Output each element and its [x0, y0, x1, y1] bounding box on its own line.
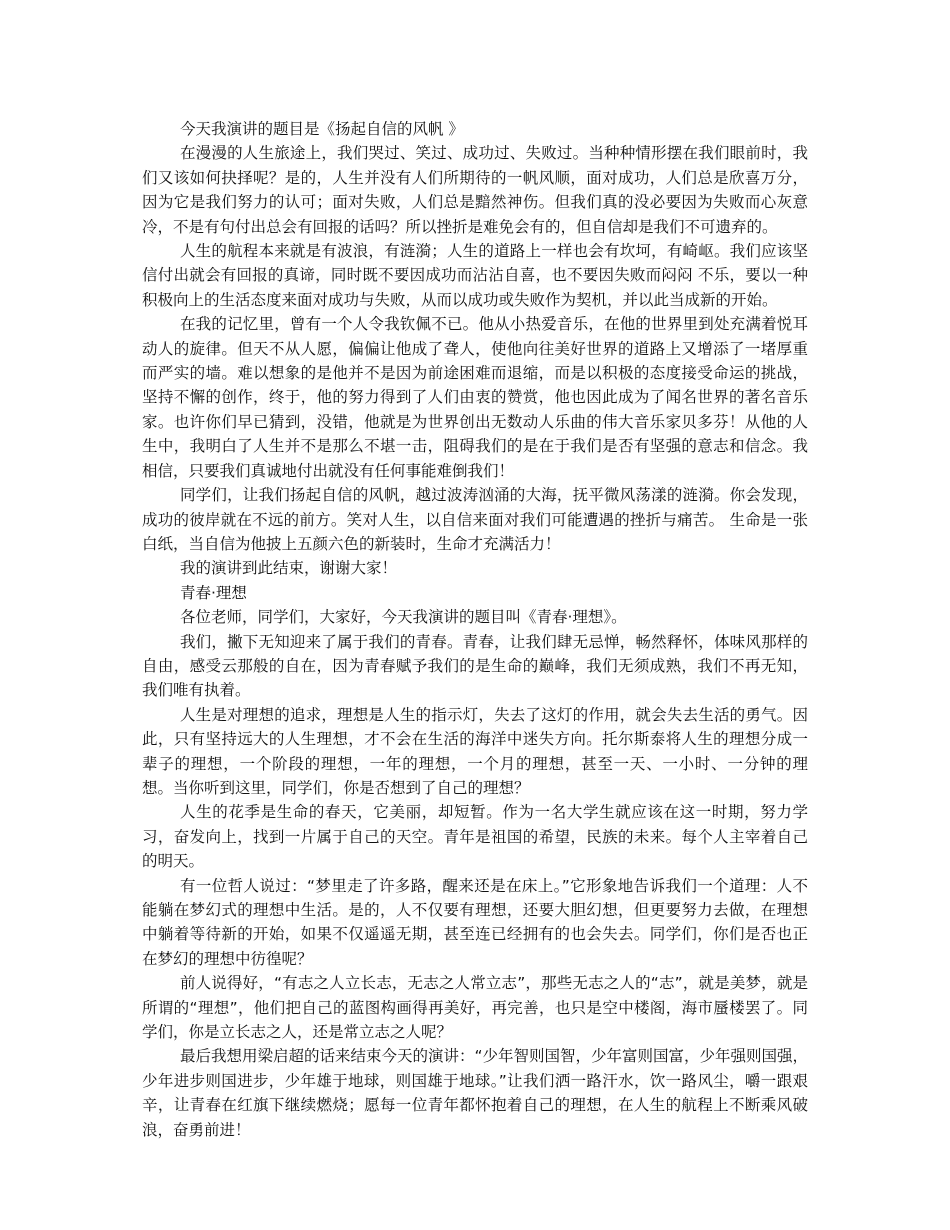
paragraph: 前人说得好，“有志之人立长志，无志之人常立志”，那些无志之人的“志”，就是美梦，就是所谓的“理想”，他们把自己的蓝图构画得再美好，再完善，也只是空中楼阁，海市蜃楼罢了。同学们，你是立长志之人，还是常立志之人呢？ [142, 974, 808, 1042]
document-body [142, 117, 808, 1142]
paragraph: 我们，撇下无知迎来了属于我们的青春。青春，让我们肆无忌惮，畅然释怀，体味风那样的自由，感受云那般的自在，因为青春赋予我们的是生命的巅峰，我们无须成熟，我们不再无知，我们唯有执着。 [142, 632, 808, 700]
paragraph: 在我的记忆里，曾有一个人令我钦佩不已。他从小热爱音乐，在他的世界里到处充满着悦耳动人的旋律。但天不从人愿，偏偏让他成了聋人，使他向往美好世界的道路上又增添了一堵厚重而严实的墙。难以想象的是他并不是因为前途困难而退缩，而是以积极的态度接受命运的挑战，坚持不懈的创作，终于，他的努力得到了人们由衷的赞赏，他也因此成为了闻名世界的著名音乐家。也许你们早已猜到，没错，他就是为世界创出无数动人乐曲的伟大音乐家贝多芬！从他的人生中，我明白了人生并不是那么不堪一击，阻碍我们的是在于我们是否有坚强的意志和信念。我相信，只要我们真诚地付出就没有任何事能难倒我们！ [142, 315, 808, 480]
paragraph: 同学们，让我们扬起自信的风帆，越过波涛汹涌的大海，抚平微风荡漾的涟漪。你会发现，成功的彼岸就在不远的前方。笑对人生，以自信来面对我们可能遭遇的挫折与痛苦。 生命是一张白纸，当自信为他披上五颜六色的新装时，生命才充满活力！ [142, 486, 808, 553]
paragraph: 有一位哲人说过：“梦里走了许多路，醒来还是在床上。”它形象地告诉我们一个道理：人不能躺在梦幻式的理想中生活。是的，人不仅要有理想，还要大胆幻想，但更要努力去做，在理想中躺着等待新的开始，如果不仅遥遥无期，甚至连已经拥有的也会失去。同学们，你们是否也正在梦幻的理想中彷徨呢？ [142, 876, 808, 968]
paragraph: 人生的航程本来就是有波浪，有涟漪；人生的道路上一样也会有坎坷，有崎岖。我们应该坚信付出就会有回报的真谛，同时既不要因成功而沾沾自喜，也不要因失败而闷闷 不乐，要以一种积极向上的生活态度来面对成功与失败，从而以成功或失败作为契机，并以此当成新的开始。 [142, 242, 808, 309]
paragraph: 人生是对理想的追求，理想是人生的指示灯，失去了这灯的作用，就会失去生活的勇气。因此，只有坚持远大的人生理想，才不会在生活的海洋中迷失方向。托尔斯泰将人生的理想分成一辈子的理想，一个阶段的理想，一年的理想，一个月的理想，甚至一天、一小时、一分钟的理想。当你听到这里，同学们，你是否想到了自己的理想？ [142, 705, 808, 797]
greeting-paragraph: 各位老师，同学们，大家好，今天我演讲的题目叫《青春·理想》。 [179, 608, 627, 627]
paragraph: 人生的花季是生命的春天，它美丽，却短暂。作为一名大学生就应该在这一时期，努力学习，奋发向上，找到一片属于自己的天空。青年是祖国的希望，民族的未来。每个人主宰着自己的明天。 [142, 803, 808, 871]
section-heading: 青春·理想 [179, 583, 247, 602]
paragraph: 在漫漫的人生旅途上，我们哭过、笑过、成功过、失败过。当种种情形摆在我们眼前时，我们又该如何抉择呢？是的，人生并没有人们所期待的一帆风顺，面对成功，人们总是欣喜万分，因为它是我们努力的认可；面对失败，人们总是黯然神伤。但我们真的没必要因为失败而心灰意冷，不是有句付出总会有回报的话吗？所以挫折是难免会有的，但自信却是我们不可遗弃的。 [142, 144, 808, 236]
closing-line: 我的演讲到此结束，谢谢大家！ [179, 559, 397, 578]
paragraph: 最后我想用梁启超的话来结束今天的演讲：“少年智则国智，少年富则国富，少年强则国强，少年进步则国进步，少年雄于地球，则国雄于地球。”让我们洒一路汗水，饮一路风尘，嚼一跟艰辛，让青春在红旗下继续燃烧；愿每一位青年都怀抱着自己的理想，在人生的航程上不断乘风破浪，奋勇前进！ [142, 1047, 809, 1139]
speech-title-line: 今天我演讲的题目是《扬起自信的风帆 》 [179, 120, 464, 138]
